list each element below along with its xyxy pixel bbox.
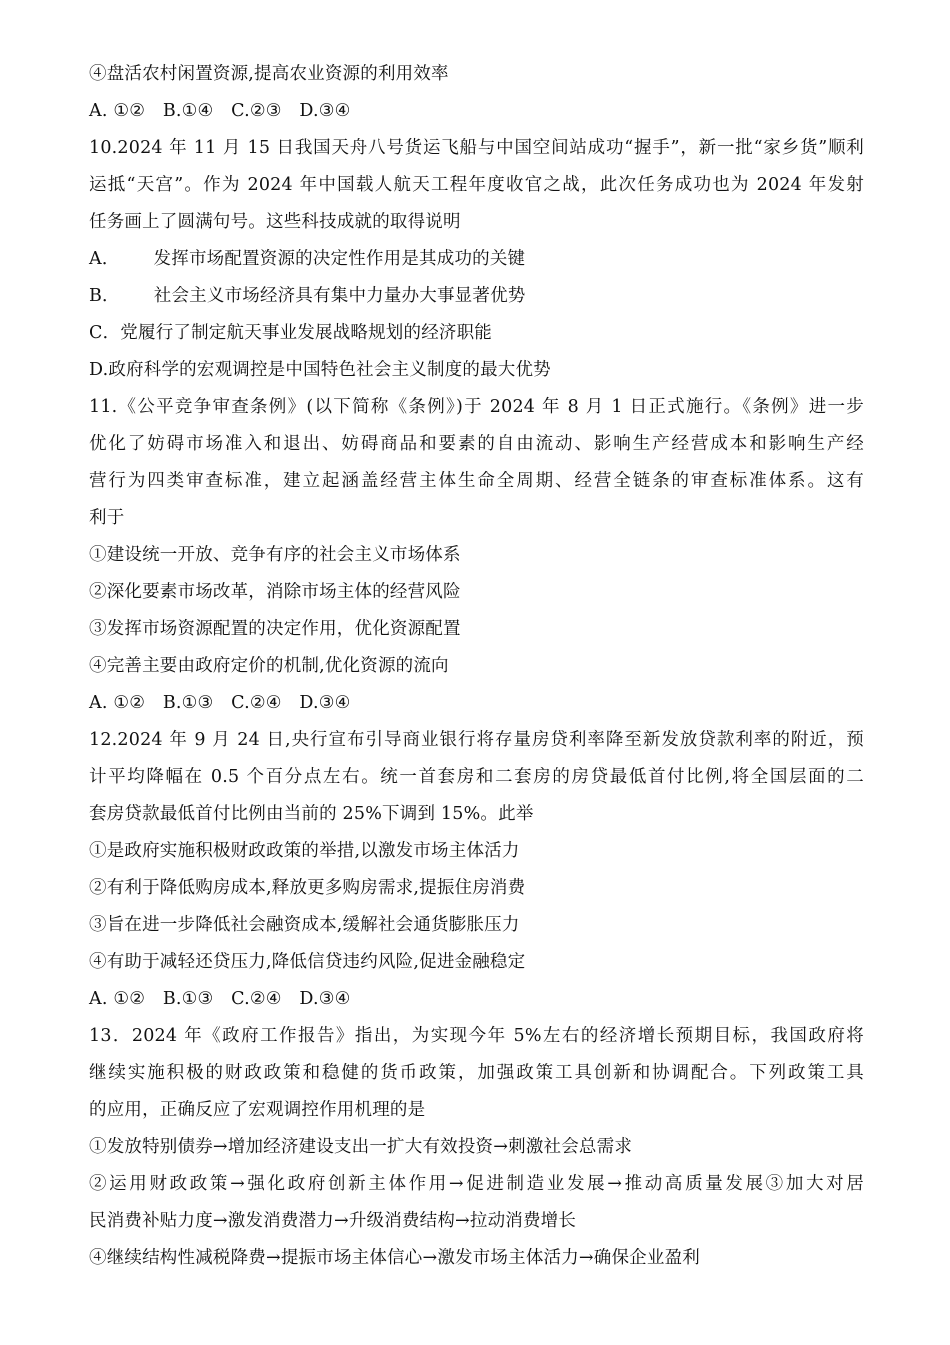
q12-answer-choices: A. ①② B.①③ C.②④ D.③④ [89,989,351,1009]
q10-option-a [89,247,864,271]
q11-stem-line-3: 营行为四类审查标准，建立起涵盖经营主体生命全周期、经营全链条的审查标准体系。这有 [89,471,864,491]
q13-stem-line-1: 13．2024 年《政府工作报告》指出，为实现今年 5%左右的经济增长预期目标，我国政府将 [89,1026,864,1046]
q10-option-b-text: 社会主义市场经济具有集中力量办大事显著优势 [153,286,526,306]
q13-option-3-continued: 民消费补贴力度→激发消费潜力→升级消费结构→拉动消费增长 [89,1211,577,1231]
q11-option-4: ④完善主要由政府定价的机制,优化资源的流向 [89,656,449,676]
q13-stem-line-2: 继续实施积极的财政政策和稳健的货币政策，加强政策工具创新和协调配合。下列政策工具 [89,1063,864,1083]
q12-option-2: ②有利于降低购房成本,释放更多购房需求,提振住房消费 [89,878,526,898]
q12-stem-line-3: 套房贷款最低首付比例由当前的 25%下调到 15%。此举 [89,804,534,824]
q11-stem-line-1: 11.《公平竞争审查条例》(以下简称《条例》)于 2024 年 8 月 1 日正式施行。《条例》进一步 [89,397,864,417]
q11-stem-line-2: 优化了妨碍市场准入和退出、妨碍商品和要素的自由流动、影响生产经营成本和影响生产经 [89,434,864,454]
q12-option-4: ④有助于减轻还贷压力,降低信贷违约风险,促进金融稳定 [89,952,526,972]
q13-option-2: ②运用财政政策→强化政府创新主体作用→促进制造业发展→推动高质量发展③加大对居 [89,1174,864,1194]
q10-option-c: C．党履行了制定航天事业发展战略规划的经济职能 [89,323,492,343]
q10-option-d: D.政府科学的宏观调控是中国特色社会主义制度的最大优势 [89,360,551,380]
q13-option-4: ④继续结构性减税降费→提振市场主体信心→激发市场主体活力→确保企业盈利 [89,1248,700,1268]
q13-option-1: ①发放特别债券→增加经济建设支出一扩大有效投资→刺激社会总需求 [89,1137,633,1157]
q11-option-3: ③发挥市场资源配置的决定作用，优化资源配置 [89,619,461,639]
q11-answer-choices: A. ①② B.①③ C.②④ D.③④ [89,693,351,713]
q12-option-1: ①是政府实施积极财政政策的举措,以激发市场主体活力 [89,841,520,861]
q12-stem-line-1: 12.2024 年 9 月 24 日,央行宣布引导商业银行将存量房贷利率降至新发放贷款利率的附近，预 [89,730,864,750]
q12-option-3: ③旨在进一步降低社会融资成本,缓解社会通货膨胀压力 [89,915,520,935]
q10-stem-line-2: 运抵“天宫”。作为 2024 年中国载人航天工程年度收官之战，此次任务成功也为 2024 年发射 [89,175,864,195]
q10-stem-line-1: 10.2024 年 11 月 15 日我国天舟八号货运飞船与中国空间站成功“握手”，新一批“家乡货”顺利 [89,138,864,158]
q10-option-b-label: B． [89,286,120,306]
q13-stem-line-3: 的应用，正确反应了宏观调控作用机理的是 [89,1100,426,1120]
q12-stem-line-2: 计平均降幅在 0.5 个百分点左右。统一首套房和二套房的房贷最低首付比例,将全国层面的二 [89,767,864,787]
q11-option-1: ①建设统一开放、竞争有序的社会主义市场体系 [89,545,461,565]
q11-option-2: ②深化要素市场改革，消除市场主体的经营风险 [89,582,461,602]
q11-stem-line-4: 利于 [89,508,125,528]
q9-option-4: ④盘活农村闲置资源,提高农业资源的利用效率 [89,64,449,84]
q10-option-a-label: A． [89,249,120,269]
q10-option-b [89,284,864,308]
q10-stem-line-3: 任务画上了圆满句号。这些科技成就的取得说明 [89,212,461,232]
q10-option-a-text: 发挥市场配置资源的决定性作用是其成功的关键 [153,249,526,269]
q9-answer-choices: A. ①② B.①④ C.②③ D.③④ [89,101,351,121]
